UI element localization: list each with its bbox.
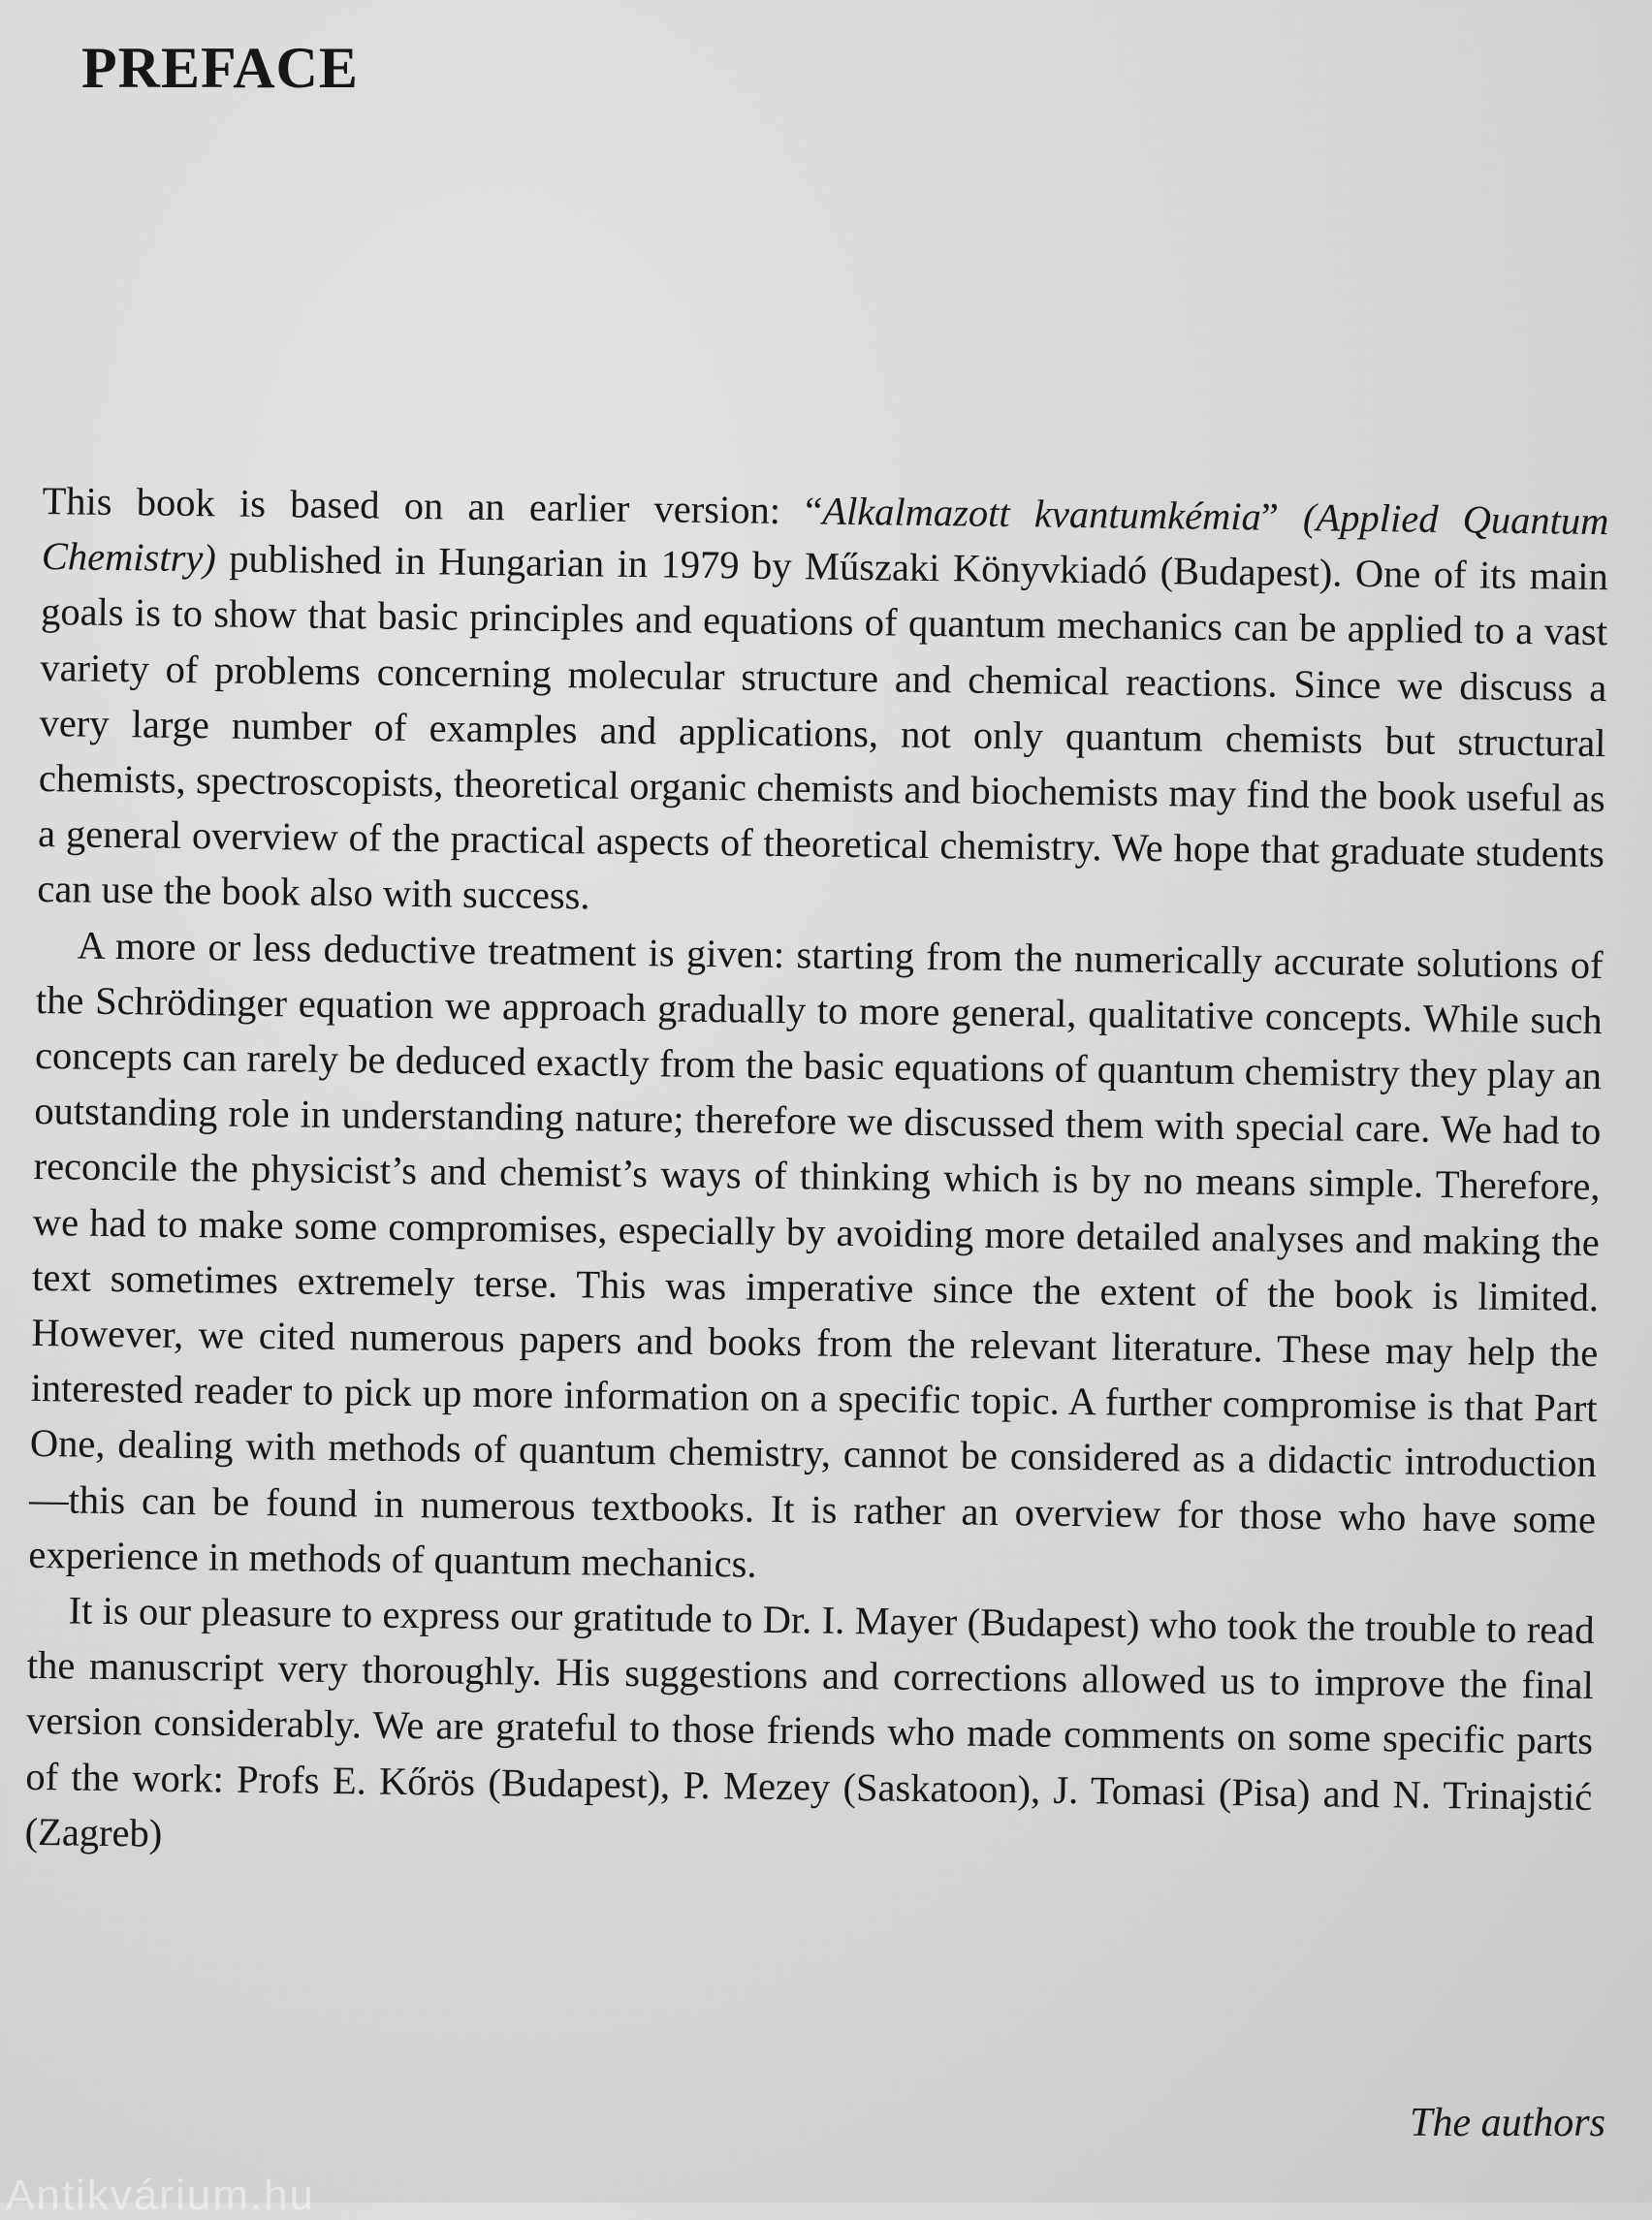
signature: The authors xyxy=(1410,2101,1605,2145)
preface-paragraph-2: A more or less deductive treatment is given: starting from the numerically accurate solutions of the Schrödinger equation we approach gradually to more general, qualitative concepts. While such concepts can rarely be deduced exactly from the basic equations of quantum chemistry they play an outstanding role in understanding nature; therefore we discussed them with special care. We had to reconcile the physicist’s and chemist’s ways of thinking which is by no means simple. Therefore, we had to make some compromises, especially by avoiding more detailed analyses and making the text sometimes extremely terse. This was imperative since the extent of the book is limited. However, we cited numerous papers and books from the relevant literature. These may help the interested reader to pick up more information on a specific topic. A further compromise is that Part One, dealing with methods of quantum chemistry, cannot be considered as a didactic introduction—this can be found in numerous textbooks. It is rather an overview for those who have some experience in methods of quantum mechanics. xyxy=(28,923,1604,1586)
preface-body xyxy=(24,473,1609,1880)
paragraph-1-text-a: This book is based on an earlier version: “ xyxy=(42,478,823,533)
paragraph-1-text-c: published in Hungarian in 1979 by Műszaki Könyvkiadó (Budapest). One of its main goals is to show that basic principles and equations of quantum mechanics can be applied to a vast variety of problems concerning molecular structure and chemical reactions. Since we discuss a very large number of examples and applications, not only quantum chemists but structural chemists, spectroscopists, theoretical organic chemists and biochemists may find the book useful as a general overview of the practical aspects of theoretical chemistry. We hope that graduate students can use the book also with success. xyxy=(37,536,1609,918)
watermark-text: Antikvárium.hu xyxy=(6,2172,316,2219)
page-title: PREFACE xyxy=(81,36,359,100)
original-title-italic: Alkalmazott kvantumkémia xyxy=(821,489,1262,539)
preface-paragraph-1 xyxy=(37,473,1609,937)
translated-title-italic: (Applied Quantum Chemistry) xyxy=(41,495,1609,581)
preface-paragraph-3: It is our pleasure to express our gratitude to Dr. I. Mayer (Budapest) who took the trouble to read the manuscript very thoroughly. His suggestions and corrections allowed us to improve the final version considerably. We are grateful to those friends who made comments on some specific parts of the work: Profs E. Kőrös (Budapest), P. Mezey (Saskatoon), J. Tomasi (Pisa) and N. Trinajstić (Zagreb) xyxy=(24,1588,1595,1855)
paragraph-1-text-b: ” xyxy=(1260,494,1304,540)
